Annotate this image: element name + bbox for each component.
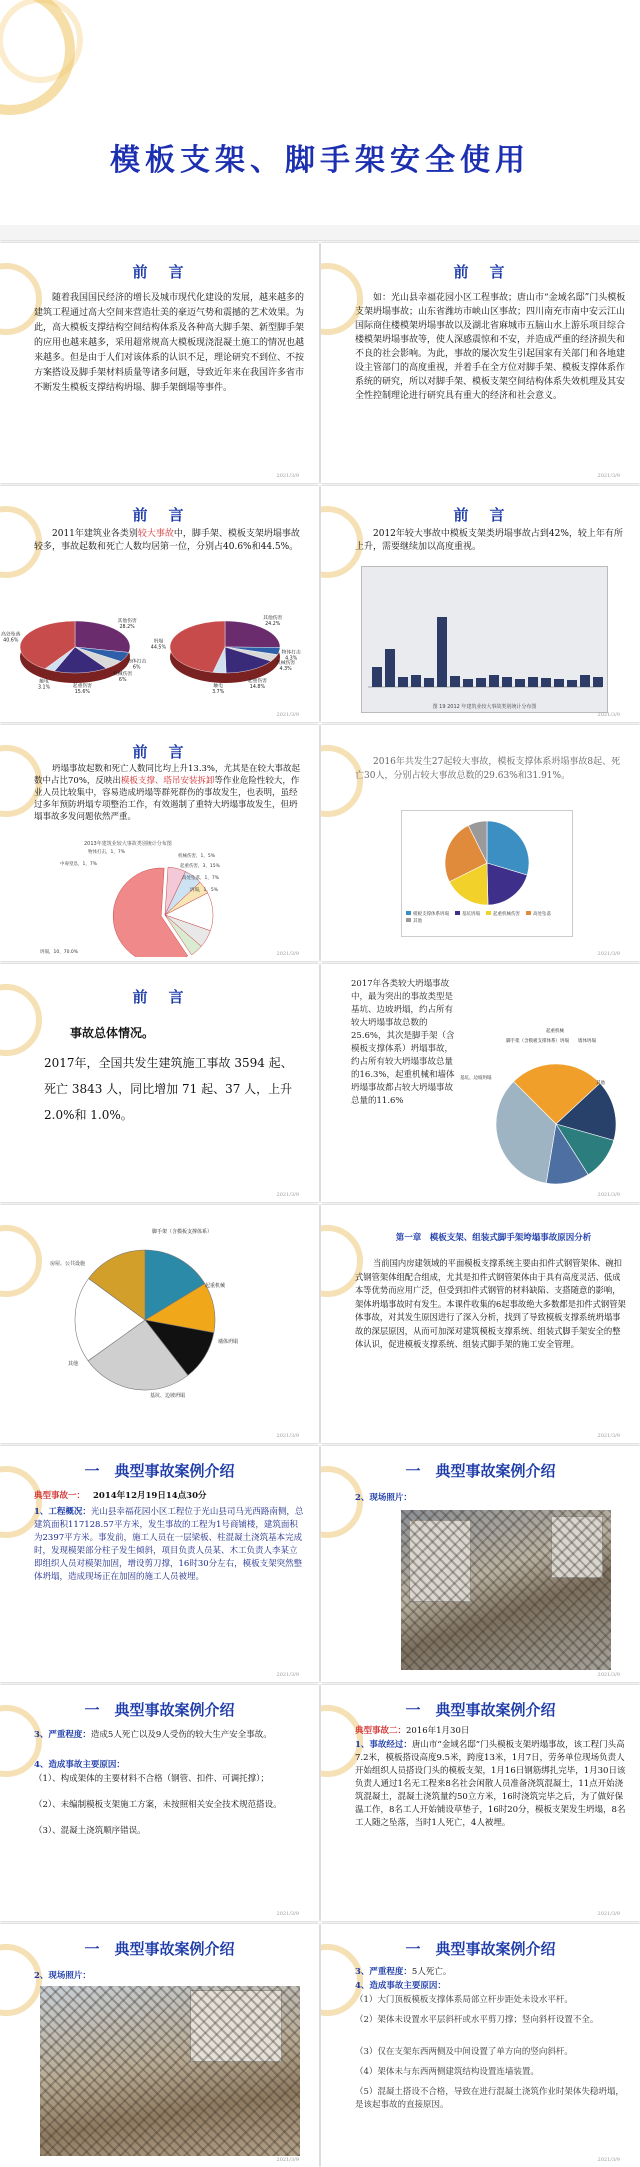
slide-collapse-pie	[0, 1205, 319, 1443]
pie-charts-2011	[0, 582, 319, 712]
slide-date: 2021/3/9	[276, 951, 299, 957]
slide-date: 2021/3/9	[597, 473, 620, 479]
slide-title: 前 言	[453, 506, 508, 524]
slide-title: 一 典型事故案例介绍	[405, 1462, 556, 1480]
preface-text: 随着我国国民经济的增长及城市现代化建设的发展，越来越多的建筑工程通过高大空间来营造壮美的豪迈气势和震撼的艺术效果。为此，高大模板支撑结构空间结构体系及各种高大脚手架、新型脚手架的应用也越来越多，采用超常规高大模板现浇混凝土施工的情况也越来越多。但是由于人们对该体系的认识不足，理论研究不到位、不按方案搭设及脚手架材料质量等诸多问题，导致近年来在我国许多省市不断发生模板支撑结构坍塌、脚手架倒塌等事件。	[34, 293, 305, 393]
slide-date: 2021/3/9	[276, 1192, 299, 1198]
collapse-text: 2017年各类较大坍塌事故中，最为突出的事故类型是基坑、边坡坍塌，约占所有较大坍塌事故总数的25.6%，其次是脚手架（含模板支撑体系）坍塌事故，约占所有较大坍塌事故总量的16.3%，起重机械和墙体坍塌事故都占较大坍塌事故总量的11.6%	[351, 979, 455, 1106]
slide-title: 前 言	[132, 988, 187, 1006]
cause-item: （4）架体未与东西两侧建筑结构设置连墙装置。	[355, 2067, 539, 2077]
bar	[528, 677, 538, 687]
bar	[463, 679, 473, 687]
accident-photo	[401, 1510, 611, 1670]
pie-label: 机械伤害	[276, 661, 296, 667]
photo-label: 2、现场照片：	[34, 1971, 91, 1981]
stats-text: 2012年较大事故中模板支架类坍塌事故占到42%，较上年有所上升，需要继续加以高度重视。	[355, 529, 623, 552]
slide-title: 一 典型事故案例介绍	[405, 1701, 556, 1719]
bar	[385, 649, 395, 687]
slide-date: 2021/3/9	[597, 1433, 620, 1439]
pie-chart-2017	[456, 1024, 636, 1194]
pie-label: 脚手架（含模板支撑体系）坍塌	[506, 1039, 569, 1044]
severity-label: 3、严重程度：	[34, 1730, 91, 1740]
slide-date: 2021/3/9	[597, 2157, 620, 2163]
case-label: 典型事故一：	[34, 1491, 86, 1501]
slide-preface-1	[0, 243, 319, 483]
slide-date: 2021/3/9	[276, 2157, 299, 2163]
slide-case-1-causes	[0, 1685, 319, 1921]
bar	[554, 679, 564, 687]
pie-label: 其他	[596, 1081, 605, 1086]
slide-case-2-photo	[0, 1924, 319, 2167]
pie-label: 中毒窒息，1，7%	[60, 862, 98, 867]
pie-value: 3.7%	[212, 689, 225, 695]
pie-label: 起重机械	[205, 1283, 226, 1289]
bar	[398, 677, 408, 687]
bar	[580, 675, 590, 687]
stats-text: 2016年共发生27起较大事故，模板支撑体系坍塌事故8起、死亡30人，分别占较大事故总数的29.63%和31.91%。	[355, 757, 621, 781]
title-decoration	[0, 0, 640, 240]
cause-item: （1）大门顶板模板支撑体系局部立杆步距处未设水平杆。	[355, 1995, 573, 2005]
legend-item: 其他	[406, 918, 422, 925]
cause-item: （2）、未编制模板支架施工方案，未按照相关安全技术规范搭设。	[34, 1800, 282, 1810]
pie-value: 44.5%	[150, 645, 167, 651]
stats-text-b: 等作业危险性较大，作业人员比较集中，容易造成坍塌等群死群伤的事故发生，也表明，虽经过多年预防坍塌专项整治工作，有效遏制了重特大坍塌事故发生，但坍塌事故多发问题依然严重。	[34, 776, 300, 822]
pie-label: 房屋、公共设施	[50, 1261, 86, 1267]
bar	[541, 678, 551, 687]
cause-item: （3）仅在支架东西两侧及中间设置了单方向的竖向斜杆。	[355, 2047, 573, 2057]
pie-chart-2016	[402, 811, 572, 911]
cause-item: （3）、混凝土浇筑顺序错误。	[34, 1826, 146, 1836]
pie-value: 6%	[118, 678, 127, 684]
overview-heading: 事故总体情况。	[70, 1026, 155, 1040]
overview-text: 2017年，全国共发生建筑施工事故 3594 起、死亡 3843 人，同比增加 71 起、37 人，上升 2.0%和 1.0%。	[44, 1056, 293, 1122]
cause-item: （1）、构成架体的主要材料不合格（钢管、扣件、可调托撑）；	[34, 1774, 269, 1784]
bar	[437, 617, 447, 687]
slide-2012-stats	[321, 486, 640, 722]
slide-title: 前 言	[132, 263, 187, 281]
cause-item: （2）架体未设置水平层斜杆或水平剪刀撑；竖向斜杆设置不全。	[355, 2015, 599, 2025]
slide-case-1-photo	[321, 1446, 640, 1682]
bar	[567, 680, 577, 687]
pie-label: 坍塌	[153, 639, 164, 645]
legend-item: 基坑坍塌	[455, 911, 480, 918]
bar	[411, 675, 421, 687]
chapter-text: 当前国内房建领域的平面模板支撑系统主要由扣件式钢管架体、碗扣式钢管架体组配合组成，尤其是扣件式钢管架体由于具有高度灵活、低成本等优势而应用广泛，但受到扣件式钢管的材料缺陷、支搭随意的影响，架体坍塌事故时有发生。本课件收集的6起事故绝大多数都是扣件式钢管架体事故，对其发生原因进行了深入分析，找到了导致模板支撑系统坍塌事故的深层原因，从而可加深对建筑模板支撑系统、组装式脚手架安全的整体认识，促进模板支撑系统、组装式脚手架的施工安全管理。	[355, 1258, 626, 1349]
pie-value: 14.8%	[249, 685, 266, 691]
pie-label: 基坑、边坡坍塌	[150, 1393, 186, 1399]
slide-date: 2021/3/9	[597, 1192, 620, 1198]
slide-2017-collapse	[321, 964, 640, 1202]
slide-title: 一 典型事故案例介绍	[405, 1940, 556, 1958]
pie-value: 15.6%	[74, 689, 91, 695]
bar-chart-marks	[362, 567, 607, 697]
slide-chapter-one	[321, 1205, 640, 1443]
pie-label: 物体打击	[281, 650, 301, 656]
bar	[593, 677, 603, 687]
slide-date: 2021/3/9	[597, 712, 620, 718]
pie-label: 其他伤害	[117, 618, 137, 624]
slide-case-2-causes	[321, 1924, 640, 2167]
chart-caption: 图 19 2012 年建筑业较大事故类别统计分布图	[432, 704, 537, 710]
pie-chart-2013	[0, 847, 319, 957]
case-text: 光山县幸福花园小区工程位于光山县司马光西路南侧，总建筑面积117128.57平方米，发生事故的工程为1号商铺楼，建筑面积为2397平方米。事发前，施工人员在一层梁板、柱混凝土浇筑基本完成时，发现模架部分柱子发生倾斜，项目负责人员某、木工负责人李某立即组织人员对模架加固，增设剪刀撑，16时30分左右，模板支架突然整体坍塌，造成现场正在加固的施工人员被埋。	[34, 1507, 304, 1582]
slide-title: 前 言	[132, 506, 187, 524]
severity-text: 5人死亡。	[411, 1967, 452, 1977]
cause-item: （5）混凝土搭设不合格，导致在进行混凝土浇筑作业时架体失稳坍塌，是该起事故的直接原因。	[355, 2087, 624, 2110]
bar	[515, 679, 525, 687]
bar-chart-2012	[361, 566, 608, 713]
pie-label: 高处坠落，1，7%	[182, 876, 220, 881]
pie-label: 墙体坍塌	[218, 1339, 239, 1345]
pie-label: 触电	[39, 679, 49, 685]
legend-item: 起重机械伤害	[486, 911, 520, 918]
case-date: 2016年1月30日	[406, 1726, 470, 1736]
pie-label: 起重伤害	[247, 679, 268, 685]
slide-date: 2021/3/9	[276, 473, 299, 479]
pie-label: 坍塌，1，5%	[190, 888, 219, 893]
slide-date: 2021/3/9	[276, 1911, 299, 1917]
slide-date: 2021/3/9	[276, 1433, 299, 1439]
slide-2017-overview	[0, 964, 319, 1202]
case-label: 典型事故二：	[355, 1726, 407, 1736]
chart-title: 2013年建筑业较大事故类别统计分布图	[84, 841, 172, 847]
chart-legend	[406, 911, 568, 925]
slide-case-1	[0, 1446, 319, 1682]
pie-value: 28.2%	[119, 624, 135, 630]
slide-title: 一 典型事故案例介绍	[84, 1940, 235, 1958]
pie-value: 4.3%	[279, 667, 292, 673]
overview-label: 1、工程概况：	[34, 1507, 91, 1517]
stats-text-highlight: 较大事故	[137, 529, 174, 539]
severity-label: 3、严重程度：	[355, 1967, 412, 1977]
bar	[450, 676, 460, 687]
pie-value: 24.2%	[265, 621, 281, 627]
pie-value: 40.6%	[3, 638, 19, 644]
stats-text-a: 坍塌事故起数和死亡人数同比均上升13.3%，尤其是在较大事故起数中占比70%，反映出	[34, 764, 301, 786]
pie-label: 起重伤害，3，15%	[180, 864, 220, 869]
chapter-title: 第一章 模板支架、组装式脚手架垮塌事故原因分析	[395, 1233, 592, 1243]
pie-label: 物体打击	[127, 659, 147, 665]
pie-value: 4.3%	[285, 656, 298, 662]
photo-label: 2、现场照片：	[355, 1493, 412, 1503]
legend-item: 高处坠落	[526, 911, 551, 918]
slide-title: 一 典型事故案例介绍	[84, 1462, 235, 1480]
pie-label: 物体打击，1，7%	[88, 850, 126, 855]
slide-date: 2021/3/9	[276, 712, 299, 718]
slide-title: 前 言	[453, 263, 508, 281]
bar	[489, 675, 499, 687]
bar	[476, 678, 486, 687]
case-text: 唐山市“金域名邸”门头模板支架坍塌事故，该工程门头高7.2米，模板搭设高度9.5米，跨度13米，1月7日，劳务单位现场负责人开始组织人员搭设门头的模板支架，1月16日钢筋绑扎完毕，1月30日该负责人通过1名无工程来8名社会闲散人员准备浇筑混凝土，11点开始浇筑混凝土，混凝土浇筑量约50立方米，16时浇筑完毕之后，为了做好保温工作，8名工人开始铺设草垫子，16时20分，模板支架发生坍塌，8名工人随之坠落，当时1人死亡，4人被埋。	[355, 1740, 626, 1828]
pie-label: 高处坠落	[1, 632, 21, 638]
slide-preface-2	[321, 243, 640, 483]
slide-date: 2021/3/9	[597, 1911, 620, 1917]
pie-chart-2016-frame	[401, 810, 573, 937]
stats-text-highlight: 模板支撑、塔吊安装拆卸	[120, 776, 215, 786]
slide-title: 一 典型事故案例介绍	[84, 1701, 235, 1719]
pie-label: 机械伤害	[113, 672, 133, 678]
pie-label: 基坑、边坡坍塌	[460, 1076, 492, 1081]
presentation-title: 模板支架、脚手架安全使用	[110, 143, 530, 178]
pie-label: 触电	[213, 683, 224, 689]
pie-label: 起重伤害	[72, 683, 92, 689]
bar	[372, 667, 382, 687]
case-date: 2014年12月19日14点30分	[93, 1491, 207, 1501]
slide-title: 前 言	[132, 743, 187, 761]
pie-label: 起重机械	[546, 1029, 564, 1034]
slide-date: 2021/3/9	[597, 1672, 620, 1678]
pie-label: 机械伤害，1，5%	[178, 854, 216, 859]
slide-2016-stats	[321, 725, 640, 961]
accident-photo	[40, 1986, 300, 2156]
pie-label: 其他	[68, 1361, 79, 1367]
bar	[502, 677, 512, 687]
pie-chart-collapse-types	[0, 1225, 319, 1425]
pie-value: 3.1%	[37, 685, 51, 691]
pie-label: 脚手架（含模板支撑体系）	[152, 1229, 213, 1235]
preface-text: 如：光山县幸福花园小区工程事故；唐山市“金域名邸”门头模板支架坍塌事故；山东省潍坊市峡山区事故；四川南充市南中安云江山国际商住楼模架坍塌事故以及湖北省麻城市五脑山水上游乐项目综合楼模架坍塌事故等，使人深感震惊和不安，并造成严重的经济损失和不良的社会影响。为此，事故的屡次发生引起国家有关部门和各地建设主管部门的高度重视，并着手在全方位对脚手架、模板支撑体系作系统的研究，所以对脚手架、模板支架空间结构体系失效机理及其安全性控制理论进行研究具有重大的经济和社会意义。	[355, 293, 626, 401]
causes-label: 4、造成事故主要原因：	[34, 1760, 125, 1770]
title-slide	[0, 0, 640, 240]
stats-text-post: 中，脚手架、模板支架坍塌事故较多，事故起数和死亡人数均居第一位，分别占40.6%和44.5%。	[34, 529, 300, 552]
pie-value: 6%	[132, 665, 141, 671]
slide-2011-stats	[0, 486, 319, 722]
bar	[424, 678, 434, 687]
legend-item: 模板支撑体系坍塌	[406, 911, 449, 918]
pie-label: 坍塌，10，70.0%	[40, 950, 79, 955]
stats-text-pre: 2011年建筑业各类别	[52, 529, 138, 539]
pie-label: 墙体坍塌	[578, 1039, 596, 1044]
causes-label: 4、造成事故主要原因：	[355, 1981, 446, 1991]
process-label: 1、事故经过：	[355, 1740, 412, 1750]
slide-date: 2021/3/9	[597, 951, 620, 957]
severity-text: 造成5人死亡以及9人受伤的较大生产安全事故。	[90, 1730, 272, 1740]
pie-label: 其他伤害	[263, 615, 283, 621]
slide-case-2	[321, 1685, 640, 1921]
slide-2013-stats	[0, 725, 319, 961]
slide-date: 2021/3/9	[276, 1672, 299, 1678]
